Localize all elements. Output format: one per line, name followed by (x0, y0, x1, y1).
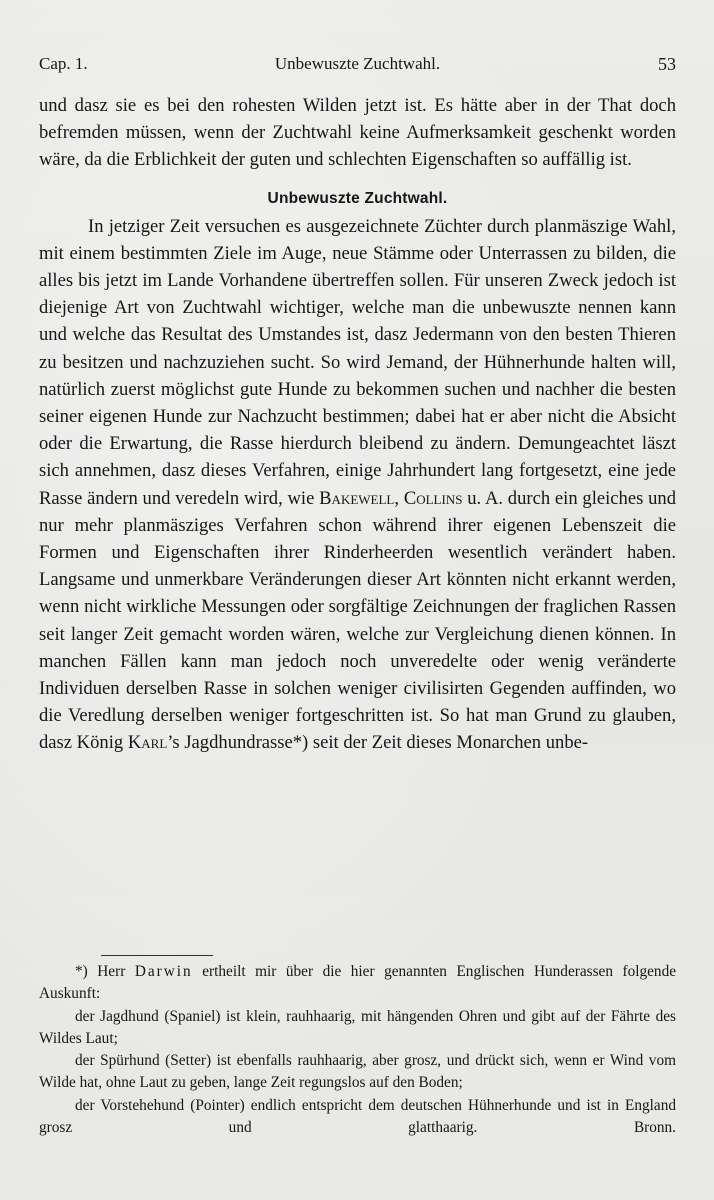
main-paragraph (39, 213, 676, 757)
person-name-karl: Karl (127, 732, 168, 754)
chapter-label: Cap. 1. (39, 54, 88, 73)
footnote-intro (39, 961, 676, 1006)
opening-paragraph: und dasz sie es bei den rohesten Wilden jetzt ist. Es hätte aber in der That doch befremden müssen, wenn der Zuchtwahl keine Aufmerksamkeit geschenkt worden wäre, da die Erblichkeit der guten und schlechten Eigenschaften so auffällig ist. (39, 95, 676, 171)
footnote-divider (101, 955, 213, 956)
footnote-intro-prefix: *) Herr (75, 963, 126, 980)
footnote-item-setter: der Spürhund (Setter) ist ebenfalls rauhhaarig, aber grosz, und drückt sich, wenn er Wind vom Wilde hat, ohne Laut zu geben, lange Zeit regungslos auf den Boden; (39, 1052, 676, 1092)
running-title: Unbewuszte Zuchtwahl. (274, 54, 441, 73)
main-paragraph-part2: u. A. durch ein gleiches und nur mehr planmäsziges Verfahren schon während ihrer eigenen Lebenszeit die Formen und Eigenschaften ihrer Rinderheerden wesentlich verändert haben. Langsame und unmerkbare Veränderungen dieser Art könnten nicht erkannt werden, wenn nicht wirkliche Messungen oder sorgfältige Zeichnungen der fraglichen Rassen seit langer Zeit gemacht worden wären, welche zur Vergleichung dienen können. In manchen Fällen kann man jedoch noch unveredelte oder wenig veränderte Individuen derselben Rasse in solchen weniger civilisirten Gegenden auffinden, wo die Veredlung derselben weniger fortgeschritten ist. So hat man Grund zu glauben, dasz König (39, 487, 677, 754)
footnote (39, 961, 676, 1139)
main-paragraph-part1: In jetziger Zeit versuchen es ausgezeichnete Züchter durch planmäszige Wahl, mit einem bestimmten Ziele im Auge, neue Stämme oder Unterrassen zu bilden, die alles bis jetzt im Lande Vorhandene übertreffen sollen. Für unseren Zweck jedoch ist diejenige Art von Zuchtwahl wichtiger, welche man die unbewuszte nennen kann und welche das Resultat des Umstandes ist, dasz Jedermann von den besten Thieren zu besitzen und nachzuziehen sucht. So wird Jemand, der Hühnerhunde halten will, natürlich zuerst möglichst gute Hunde zu bekommen suchen und nachher die besten seiner eigenen Hunde zur Nachzucht bestimmen; dabei hat er aber nicht die Absicht oder die Erwartung, die Rasse hierdurch bleibend zu ändern. Demungeachtet läszt sich annehmen, dasz dieses Verfahren, einige Jahrhundert lang fortgesetzt, eine jede Rasse ändern und veredeln wird, wie (39, 215, 676, 509)
footnote-intro-rest: ertheilt mir über die hier genannten Englischen Hunderassen folgende Auskunft: (39, 963, 677, 1003)
body-text (39, 92, 676, 757)
footnote-item-pointer-text: der Vorstehehund (Pointer) endlich entspricht dem deutschen Hühnerhunde und ist in England grosz und glatthaarig. (39, 1096, 676, 1137)
main-paragraph-part3: ’s Jagdhundrasse*) seit der Zeit dieses Monarchen unbe- (167, 732, 589, 754)
person-name-bakewell: Bakewell, (319, 487, 400, 509)
footnote-item-pointer (39, 1095, 676, 1140)
section-heading: Unbewuszte Zuchtwahl. (267, 189, 448, 207)
page-number: 53 (658, 54, 676, 74)
running-header (39, 52, 676, 76)
person-name-collins: Collins (403, 487, 463, 509)
footnote-item-spaniel: der Jagdhund (Spaniel) ist klein, rauhhaarig, mit hängenden Ohren und gibt auf der Fährte des Wildes Laut; (39, 1007, 676, 1047)
footnote-signature: Bronn. (633, 1119, 677, 1137)
person-name-darwin: Darwin (134, 963, 193, 980)
